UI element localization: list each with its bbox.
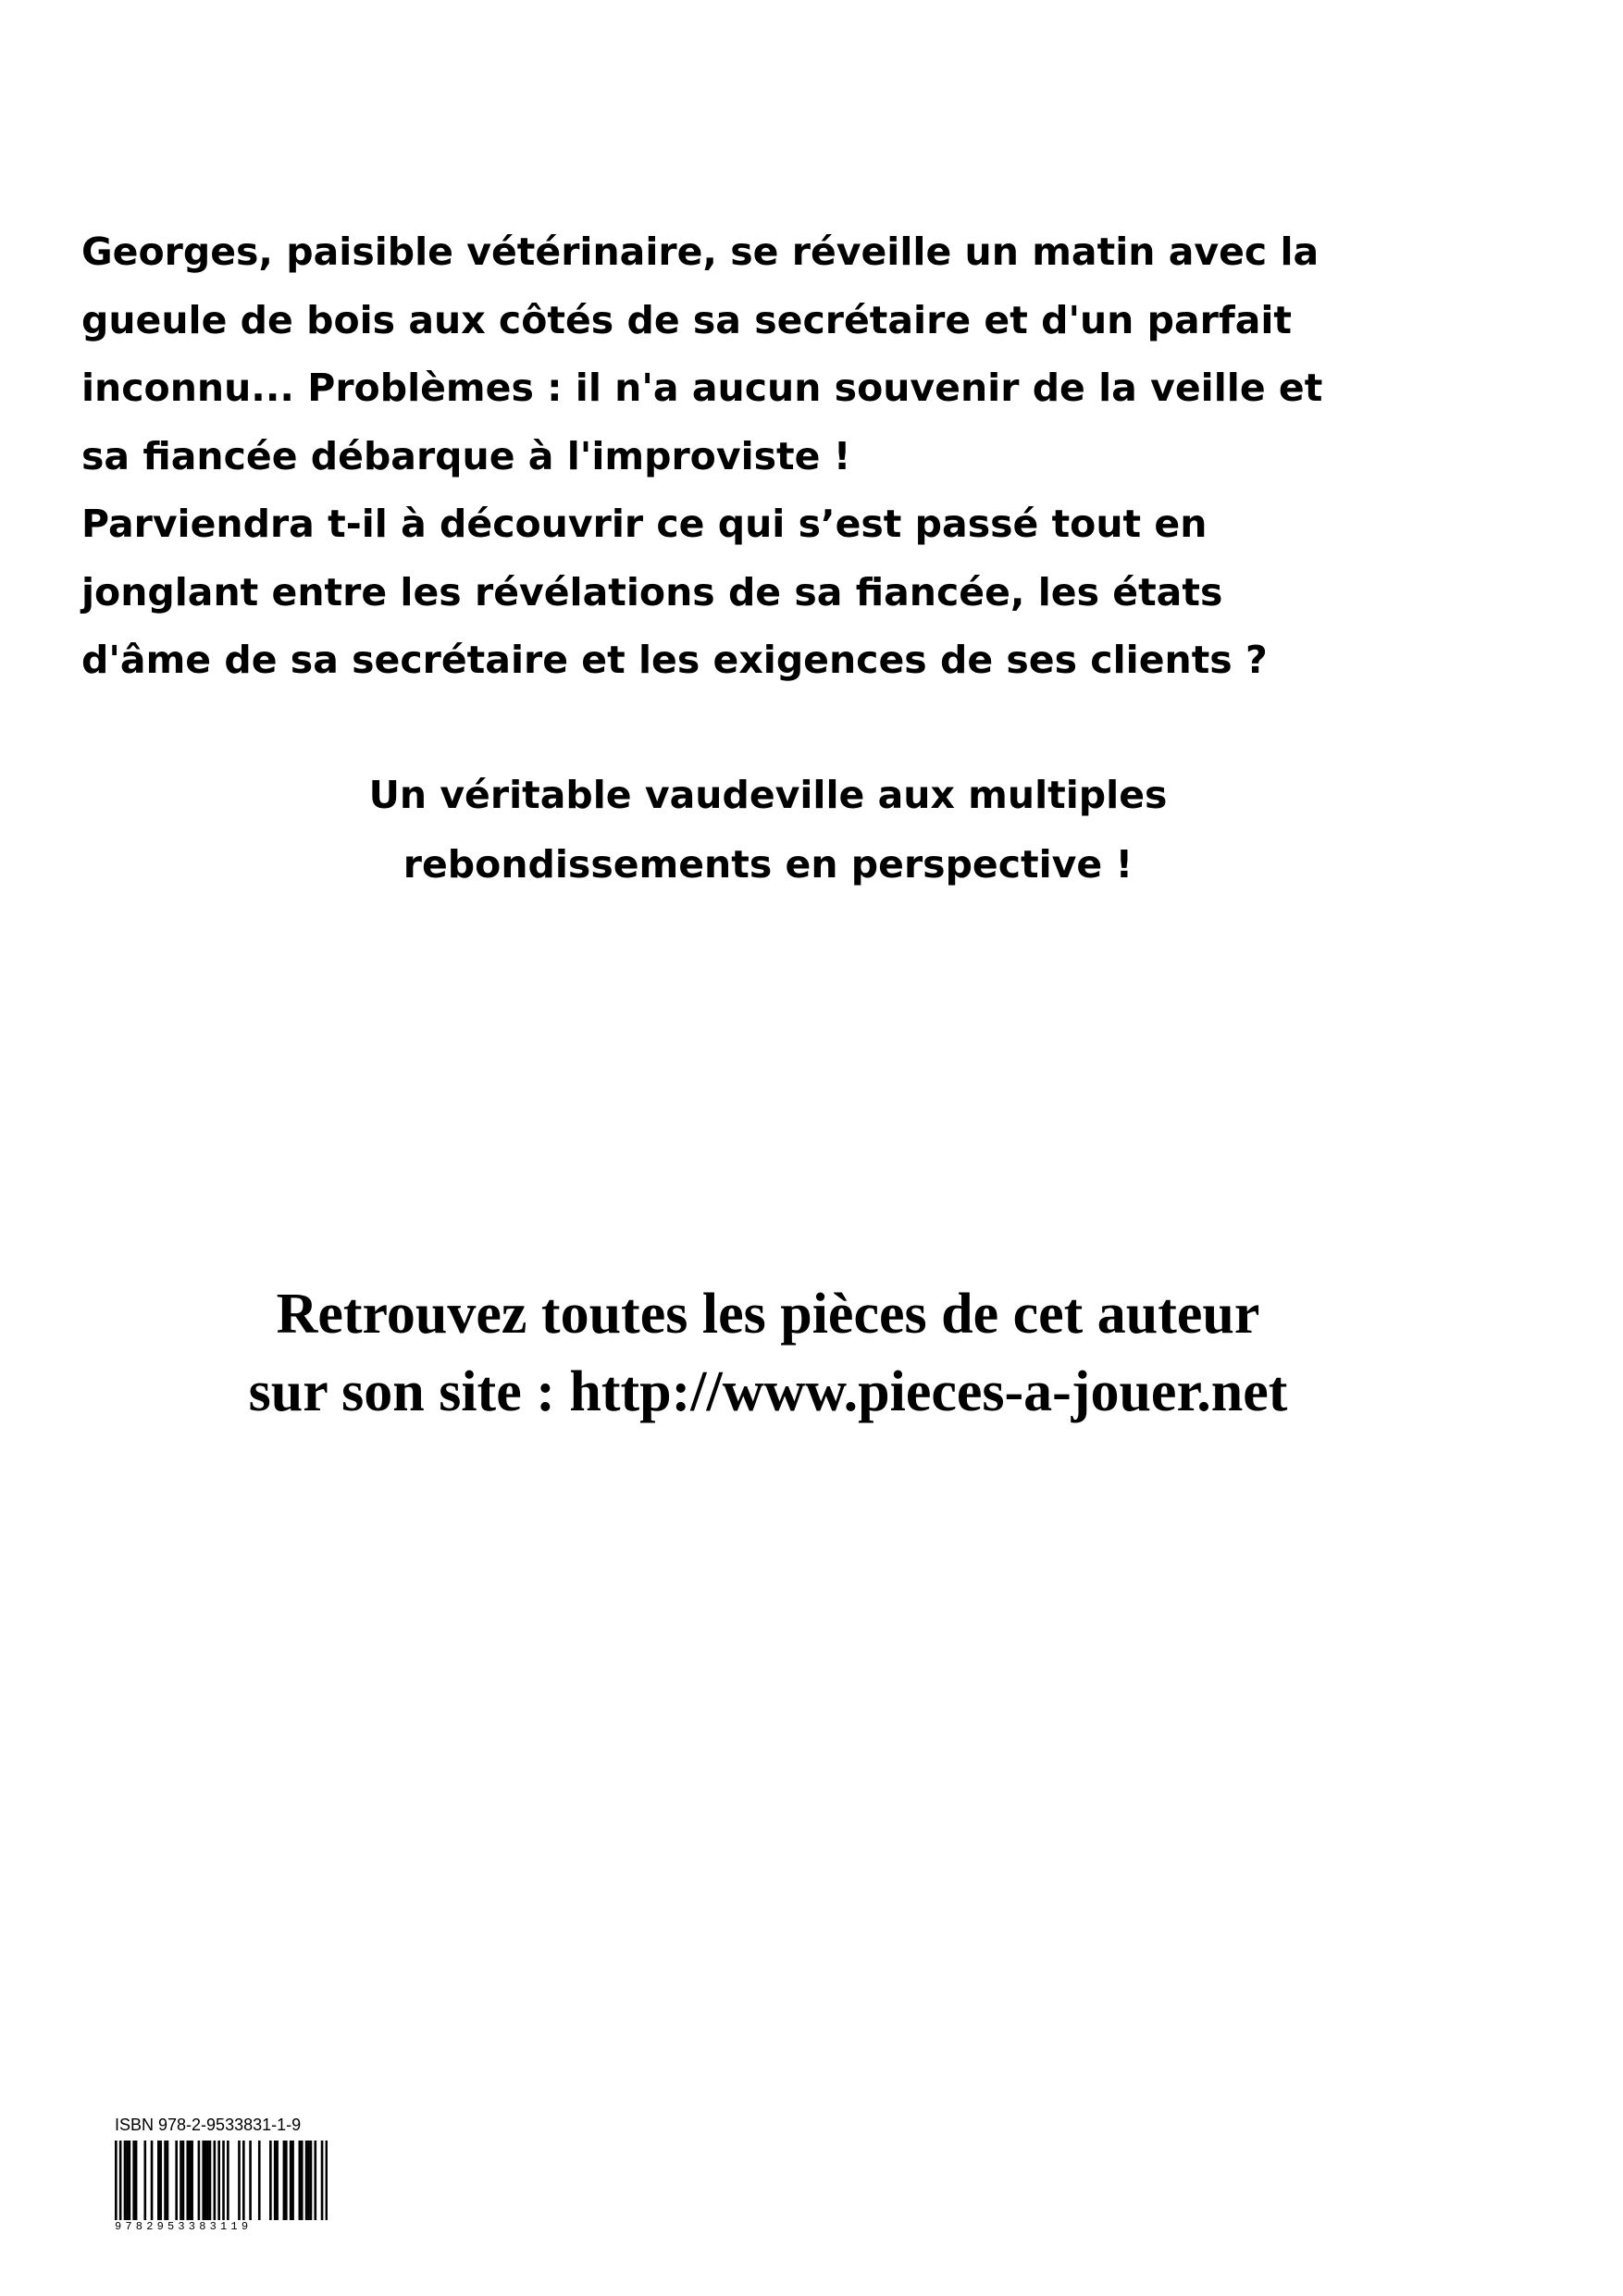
barcode-bar xyxy=(157,2141,160,2220)
barcode-bar xyxy=(180,2141,182,2220)
barcode-bar xyxy=(310,2141,313,2220)
tagline xyxy=(0,761,1536,900)
blurb-line: gueule de bois aux côtés de sa secrétaire et d'un parfait xyxy=(81,297,1293,342)
barcode-bar xyxy=(285,2141,288,2220)
barcode-bar xyxy=(269,2141,272,2220)
barcode-bar xyxy=(214,2141,217,2220)
barcode-bar xyxy=(258,2141,261,2220)
blurb-line: Parviendra t-il à découvrir ce qui s’est passé tout en xyxy=(81,502,1208,546)
tagline-line: rebondissements en perspective ! xyxy=(403,842,1134,887)
isbn-block xyxy=(115,2115,337,2233)
barcode-bar xyxy=(274,2141,277,2220)
barcode-bar xyxy=(132,2141,135,2220)
barcode-bar xyxy=(299,2141,302,2220)
blurb-line: d'âme de sa secrétaire et les exigences de ses clients ? xyxy=(81,638,1268,682)
barcode-bar xyxy=(276,2141,279,2220)
tagline-line: Un véritable vaudeville aux multiples xyxy=(368,773,1168,817)
barcode-bar xyxy=(305,2141,308,2220)
author-website-promo xyxy=(0,1275,1536,1431)
isbn-label: ISBN 978-2-9533831-1-9 xyxy=(115,2116,302,2134)
barcode-bar xyxy=(206,2141,209,2220)
barcode-bar xyxy=(301,2141,304,2220)
barcode-bar xyxy=(242,2141,245,2220)
barcode-bar xyxy=(119,2141,122,2220)
barcode-bar xyxy=(222,2141,225,2220)
barcode-bar xyxy=(321,2141,324,2220)
barcode-bar xyxy=(151,2141,154,2220)
barcode-bar xyxy=(314,2141,316,2220)
blurb-line: sa fiancée débarque à l'improviste ! xyxy=(81,433,851,478)
barcode-bar xyxy=(175,2141,178,2220)
promo-line: Retrouvez toutes les pièces de cet auteur xyxy=(276,1283,1260,1346)
barcode-bar xyxy=(186,2141,189,2220)
barcode-bar xyxy=(283,2141,286,2220)
back-cover-blurb xyxy=(81,218,1525,695)
barcode-bar xyxy=(249,2141,252,2220)
blurb-line: Georges, paisible vétérinaire, se réveille un matin avec la xyxy=(81,230,1319,274)
barcode-bar xyxy=(238,2141,241,2220)
barcode-bar xyxy=(124,2141,127,2220)
barcode-bar xyxy=(291,2141,294,2220)
blurb-line: inconnu... Problèmes : il n'a aucun souvenir de la veille et xyxy=(81,366,1323,410)
barcode-bar xyxy=(129,2141,131,2220)
barcode-bar xyxy=(189,2141,192,2220)
barcode-bar xyxy=(217,2141,220,2220)
barcode-bar xyxy=(143,2141,146,2220)
barcode-bar xyxy=(167,2141,169,2220)
barcode-bar xyxy=(290,2141,292,2220)
barcode-bar xyxy=(307,2141,310,2220)
barcode-icon xyxy=(115,2141,328,2220)
promo-line: sur son site : http://www.pieces-a-jouer.net xyxy=(248,1360,1288,1423)
barcode-bar xyxy=(326,2141,328,2220)
barcode-bar xyxy=(135,2141,138,2220)
barcode-bar xyxy=(126,2141,129,2220)
barcode-bar xyxy=(191,2141,193,2220)
barcode-bar xyxy=(115,2141,118,2220)
blurb-line: jonglant entre les révélations de sa fiancée, les états xyxy=(81,569,1223,614)
barcode-bar xyxy=(159,2141,162,2220)
barcode-digits: 9782953383119 xyxy=(115,2220,253,2233)
barcode-bar xyxy=(198,2141,201,2220)
barcode-bar xyxy=(164,2141,167,2220)
barcode-bar xyxy=(209,2141,212,2220)
barcode-bar xyxy=(227,2141,229,2220)
barcode-bar xyxy=(202,2141,204,2220)
barcode-bar xyxy=(182,2141,185,2220)
barcode-bar xyxy=(204,2141,207,2220)
